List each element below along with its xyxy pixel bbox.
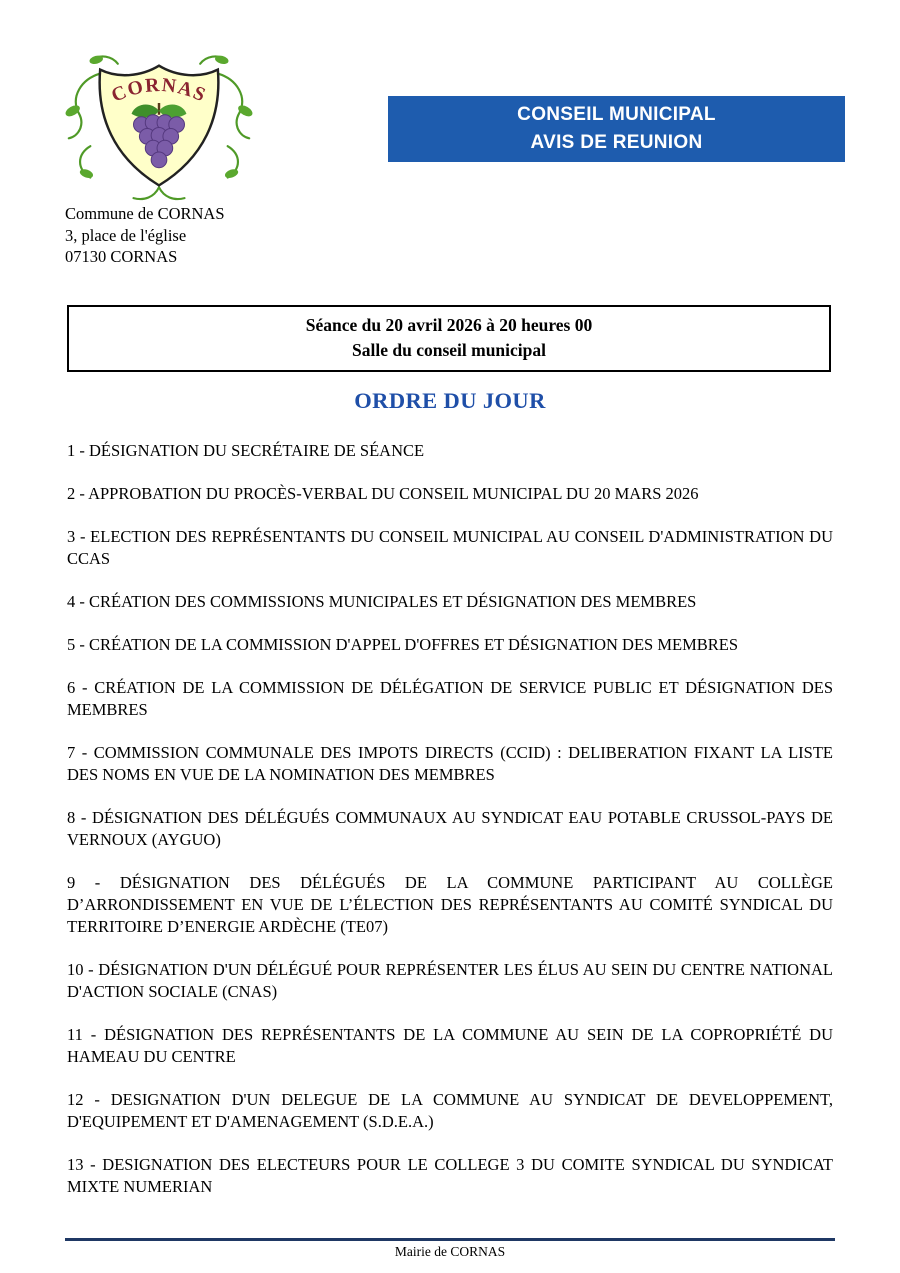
- agenda-item-10: 10 - DÉSIGNATION D'UN DÉLÉGUÉ POUR REPRÉSENTER LES ÉLUS AU SEIN DU CENTRE NATIONAL D'ACTION SOCIALE (CNAS): [67, 960, 833, 1001]
- agenda-item-8: 8 - DÉSIGNATION DES DÉLÉGUÉS COMMUNAUX AU SYNDICAT EAU POTABLE CRUSSOL-PAYS DE VERNOUX (AYGUO): [67, 808, 833, 849]
- footer-divider: [65, 1238, 835, 1241]
- session-box: [67, 305, 831, 372]
- agenda-item-1: 1 - DÉSIGNATION DU SECRÉTAIRE DE SÉANCE: [67, 441, 425, 460]
- crest-text: CORNAS: [108, 74, 210, 107]
- session-location: Salle du conseil municipal: [352, 340, 546, 360]
- banner: [388, 96, 845, 162]
- agenda-item-12: 12 - DESIGNATION D'UN DELEGUE DE LA COMMUNE AU SYNDICAT DE DEVELOPPEMENT, D'EQUIPEMENT ET D'AMENAGEMENT (S.D.E.A.): [67, 1090, 833, 1131]
- banner-line1: CONSEIL MUNICIPAL: [517, 104, 716, 126]
- agenda-item-11: 11 - DÉSIGNATION DES REPRÉSENTANTS DE LA COMMUNE AU SEIN DE LA COPROPRIÉTÉ DU HAMEAU DU CENTRE: [67, 1025, 833, 1066]
- address-city: 07130 CORNAS: [65, 247, 178, 266]
- agenda-item-3: 3 - ELECTION DES REPRÉSENTANTS DU CONSEIL MUNICIPAL AU CONSEIL D'ADMINISTRATION DU CCAS: [67, 527, 833, 568]
- agenda-item-13: 13 - DESIGNATION DES ELECTEURS POUR LE COLLEGE 3 DU COMITE SYNDICAL DU SYNDICAT MIXTE NUMERIAN: [67, 1155, 833, 1196]
- address-commune: Commune de CORNAS: [65, 204, 225, 223]
- agenda-item-5: 5 - CRÉATION DE LA COMMISSION D'APPEL D'OFFRES ET DÉSIGNATION DES MEMBRES: [67, 635, 739, 654]
- page-title: ORDRE DU JOUR: [354, 388, 546, 413]
- cornas-coat-of-arms-logo: [60, 52, 258, 204]
- address-block: [65, 203, 225, 268]
- agenda-item-9: 9 - DÉSIGNATION DES DÉLÉGUÉS DE LA COMMUNE PARTICIPANT AU COLLÈGE D’ARRONDISSEMENT EN VUE DE L’ÉLECTION DES REPRÉSENTANTS AU COMITÉ SYNDICAL DU TERRITOIRE D’ENERGIE ARDÈCHE (TE07): [67, 873, 833, 936]
- footer-text: Mairie de CORNAS: [394, 1244, 506, 1259]
- agenda-item-7: 7 - COMMISSION COMMUNALE DES IMPOTS DIRECTS (CCID) : DELIBERATION FIXANT LA LISTE DES NOMS EN VUE DE LA NOMINATION DES MEMBRES: [67, 743, 833, 784]
- agenda-item-6: 6 - CRÉATION DE LA COMMISSION DE DÉLÉGATION DE SERVICE PUBLIC ET DÉSIGNATION DES MEMBRES: [67, 678, 833, 719]
- address-street: 3, place de l'église: [65, 225, 187, 245]
- agenda-item-2: 2 - APPROBATION DU PROCÈS-VERBAL DU CONSEIL MUNICIPAL DU 20 MARS 2026: [67, 484, 699, 503]
- agenda-list: [67, 440, 833, 1219]
- crest-graphic: [60, 52, 258, 204]
- banner-line2: AVIS DE REUNION: [530, 132, 703, 153]
- agenda-item-4: 4 - CRÉATION DES COMMISSIONS MUNICIPALES ET DÉSIGNATION DES MEMBRES: [67, 592, 697, 611]
- session-datetime: Séance du 20 avril 2026 à 20 heures 00: [305, 315, 593, 335]
